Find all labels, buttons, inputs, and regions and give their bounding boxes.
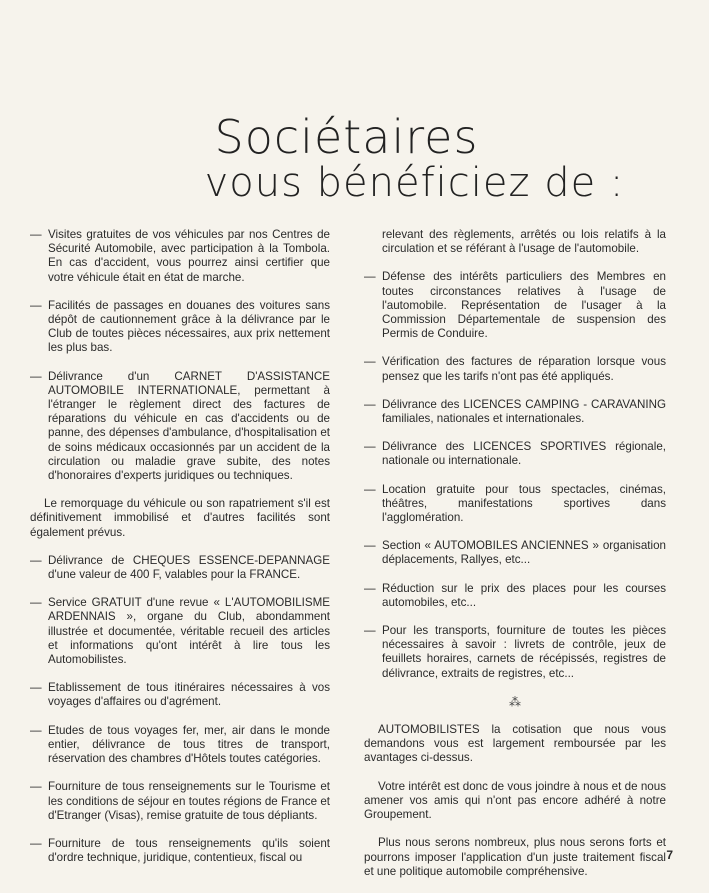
- list-item-text: Fourniture de tous renseignements qu'ils soient d'ordre technique, juridique, contentieux, fiscal ou: [48, 836, 330, 865]
- list-item: [364, 483, 666, 526]
- list-item: [364, 398, 666, 426]
- list-item-text: Visites gratuites de vos véhicules par nos Centres de Sécurité Automobile, avec participation à la Tombola. En cas d'accident, vous pourrez ainsi certifier que votre véhicule était en état de marche.: [48, 228, 330, 284]
- bullet-dash: —: [364, 397, 376, 411]
- list-item-text: Vérification des factures de réparation lorsque vous pensez que les tarifs n'ont pas été appliqués.: [382, 355, 666, 383]
- list-item-text: Etablissement de tous itinéraires nécessaires à vos voyages d'affaires ou d'agrément.: [48, 681, 330, 709]
- page-title: Sociétaires: [214, 110, 479, 164]
- list-item: [364, 355, 666, 383]
- list-item: [364, 624, 666, 681]
- list-item: [30, 724, 330, 767]
- list-item: [364, 270, 666, 341]
- bullet-dash: —: [30, 596, 42, 610]
- bullet-dash: —: [30, 681, 42, 695]
- list-item-text: Délivrance d'un CARNET D'ASSISTANCE AUTOMOBILE INTERNATIONALE, permettant à l'étranger le règlement direct des factures de réparations du véhicule en cas d'accidents ou de panne, des dépenses d'ambulance, d'hospitalisation et de soins médicaux occasionnés par un accident de la circulation ou maladie grave subite, des notes d'honoraires d'experts juridiques ou techniques.: [48, 369, 330, 483]
- list-item: [364, 539, 666, 567]
- list-item: [30, 370, 330, 484]
- list-item: [364, 582, 666, 610]
- list-item: [30, 780, 330, 823]
- bullet-dash: —: [364, 440, 376, 454]
- bullet-dash: —: [30, 780, 42, 794]
- paragraph: Votre intérêt est donc de vous joindre à nous et de nous amener vos amis qui n'ont pas encore adhéré à notre Groupement.: [364, 779, 666, 822]
- list-item: [364, 440, 666, 468]
- list-item: [30, 837, 330, 865]
- bullet-dash: —: [30, 298, 42, 312]
- paragraph: Plus nous serons nombreux, plus nous serons forts et pourrons imposer l'application d'un juste traitement fiscal et une politique automobile compréhensive.: [364, 836, 666, 878]
- bullet-dash: —: [364, 581, 376, 595]
- list-item: [30, 681, 330, 709]
- list-item-text: Délivrance de CHEQUES ESSENCE-DEPANNAGE d'une valeur de 400 F, valables pour la FRANCE.: [48, 553, 330, 582]
- bullet-dash: —: [30, 369, 42, 383]
- paragraph: Le remorquage du véhicule ou son rapatriement s'il est définitivement immobilisé et d'autres facilités sont également prévus.: [30, 497, 330, 539]
- bullet-dash: —: [30, 553, 42, 567]
- bullet-dash: —: [364, 355, 376, 369]
- list-item-text: Réduction sur le prix des places pour les courses automobiles, etc...: [382, 581, 666, 609]
- list-item: [30, 228, 330, 285]
- bullet-dash: —: [364, 624, 376, 638]
- list-item: [30, 554, 330, 582]
- list-item-text: Location gratuite pour tous spectacles, cinémas, théâtres, manifestations sportives dans l'agglomération.: [382, 482, 666, 525]
- bullet-dash: —: [30, 723, 42, 737]
- list-item-text: Section « AUTOMOBILES ANCIENNES » organisation déplacements, Rallyes, etc...: [382, 539, 666, 567]
- right-column: [364, 228, 666, 893]
- bullet-dash: —: [364, 539, 376, 553]
- page-subtitle: vous bénéficiez de :: [204, 160, 625, 206]
- left-column: [30, 228, 330, 879]
- list-item-text: Défense des intérêts particuliers des Membres en toutes circonstances relatives à l'usage de l'automobile. Représentation de l'usager à la Commission Départementale de suspension des Permis de Conduire.: [382, 270, 666, 341]
- page-number: 7: [666, 848, 673, 862]
- list-item-text: Délivrance des LICENCES CAMPING - CARAVANING familiales, nationales et internationales.: [382, 397, 666, 426]
- list-item-text: Pour les transports, fourniture de toutes les pièces nécessaires à savoir : livrets de contrôle, jeux de feuillets horaires, carnets de récépissés, registres de délivrance, extraits de registres, etc...: [382, 624, 666, 680]
- bullet-dash: —: [364, 270, 376, 284]
- list-item-continuation: relevant des règlements, arrêtés ou lois relatifs à la circulation et se référant à l'usage de l'automobile.: [382, 228, 666, 256]
- list-item-text: Facilités de passages en douanes des voitures sans dépôt de cautionnement grâce à la délivrance par le Club de toutes pièces nécessaires, aux prix nettement les plus bas.: [48, 298, 330, 355]
- list-item-text: Délivrance des LICENCES SPORTIVES régionale, nationale ou internationale.: [382, 440, 666, 468]
- list-item-text: Service GRATUIT d'une revue « L'AUTOMOBILISME ARDENNAIS », organe du Club, abondamment illustrée et documentée, véritable recueil des articles et informations qu'ont intérêt à lire tous les Automobilistes.: [48, 596, 330, 667]
- list-item-text: Etudes de tous voyages fer, mer, air dans le monde entier, délivrance de tous titres de transport, réservation des chambres d'Hôtels toutes catégories.: [48, 723, 330, 766]
- list-item-text: Fourniture de tous renseignements sur le Tourisme et les conditions de séjour en toutes régions de France et d'Etranger (Visas), remise gratuite de tous dépliants.: [48, 780, 330, 822]
- paragraph: AUTOMOBILISTES la cotisation que nous vous demandons vous est largement remboursée par les avantages ci-dessus.: [364, 723, 666, 765]
- list-item: [30, 299, 330, 356]
- asterism-separator: ⁂: [509, 694, 521, 709]
- bullet-dash: —: [364, 482, 376, 496]
- bullet-dash: —: [30, 836, 42, 850]
- bullet-dash: —: [30, 228, 42, 241]
- list-item: [30, 596, 330, 667]
